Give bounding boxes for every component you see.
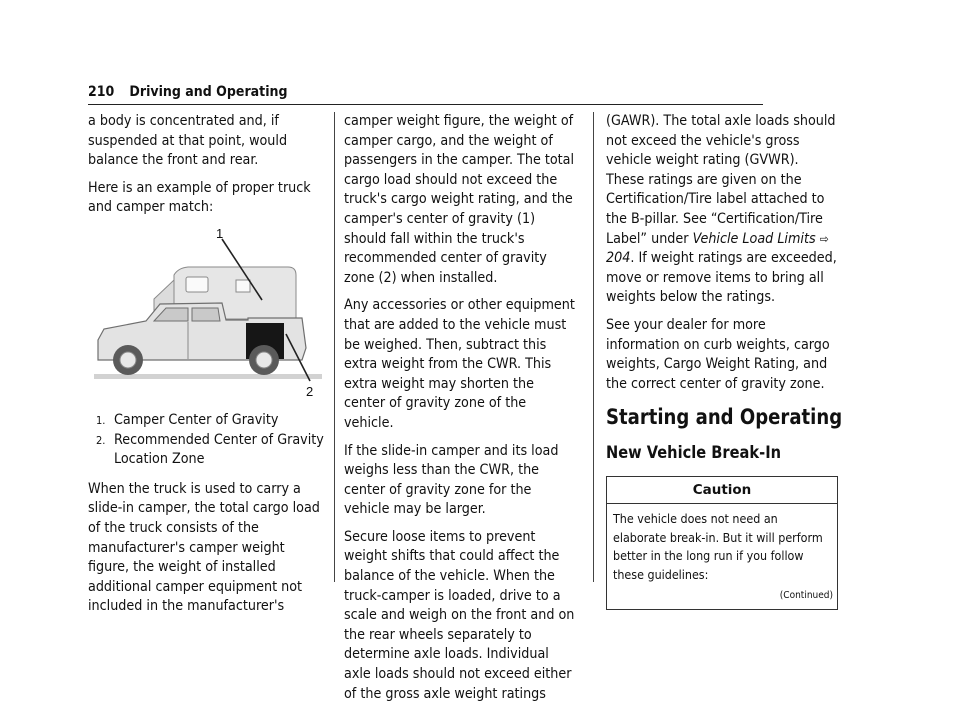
camper-window [186,277,208,292]
truck-camper-drawing [88,226,324,401]
list-item: 1. Camper Center of Gravity [96,411,279,428]
continued-label: (Continued) [779,590,833,602]
column-3 [606,112,843,610]
callout-label-1: 1 [216,225,224,241]
column-2 [344,112,578,712]
paragraph: If the slide-in camper and its load weighs less than the CWR, the center of gravity zone for the vehicle may be larger. [344,442,559,518]
column-divider [334,112,335,582]
truck-window-rear [192,308,220,321]
subsection-heading: New Vehicle Break-In [606,442,782,463]
column-divider [593,112,594,582]
caution-box [606,476,838,610]
paragraph: a body is concentrated and, if suspended at that point, would balance the front and rear. [88,113,288,169]
paragraph: (GAWR). The total axle loads should not exceed the vehicle's gross vehicle weight rating (GVWR). These ratings are given on the Certification/Tire label attached to the B-pillar. See “Certification/Tire Label” under Vehicle Load Limits ⇨ 204. If weight ratings are exceeded, move or remove items to bring all weights below the ratings. [606,113,837,306]
paragraph: Here is an example of proper truck and camper match: [88,179,311,216]
camper-vent [236,280,250,292]
section-heading: Starting and Operating [606,405,843,430]
paragraph: camper weight figure, the weight of camper cargo, and the weight of passengers in the camper. The total cargo load should not exceed the truck's cargo weight rating, and the camper's center of gravity (1) should fall within the truck's recommended center of gravity zone (2) when installed. [344,113,575,286]
paragraph: When the truck is used to carry a slide-in camper, the total cargo load of the truck consists of the manufacturer's camper weight figure, the weight of installed additional camper equipment not included in the manufacturer's [88,480,320,615]
section-title: Driving and Operating [129,84,288,100]
page-header [88,84,763,105]
caution-title: Caution [607,477,837,505]
truck-camper-illustration [88,226,324,401]
paragraph: Secure loose items to prevent weight shifts that could affect the balance of the vehicle. When the truck-camper is loaded, drive to a scale and weigh on the front and on the rear wheels separately to determine axle loads. Individual axle loads should not exceed either of the gross axle weight ratings [344,528,575,702]
page-number: 210 [88,84,115,100]
list-item: 2. Recommended Center of Gravity Location Zone [96,431,324,468]
paragraph: Any accessories or other equipment that are added to the vehicle must be weighed. Then, subtract this extra weight from the CWR. This extra weight may shorten the center of gravity zone of the vehicle. [344,297,575,431]
page-reference-icon: ⇨ [819,231,829,246]
paragraph: See your dealer for more information on curb weights, cargo weights, Cargo Weight Rating, and the correct center of gravity zone. [606,316,830,392]
column-1 [88,112,324,625]
vehicle-load-limits-link[interactable]: Vehicle Load Limits [692,230,816,247]
rear-wheel [256,352,272,368]
callout-label-2: 2 [306,383,314,399]
page-reference[interactable]: 204 [606,250,631,267]
caution-body: The vehicle does not need an elaborate break-in. But it will perform better in the long run if you follow these guidelines: [613,511,823,582]
front-wheel [120,352,136,368]
callout-list [88,411,324,470]
